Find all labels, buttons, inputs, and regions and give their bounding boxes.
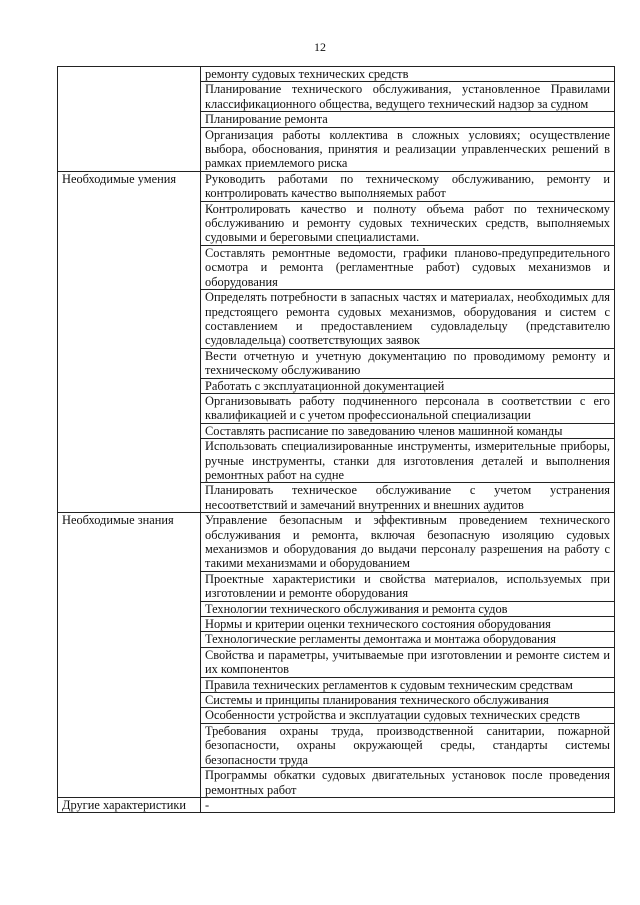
section-item: Нормы и критерии оценки технического состояния оборудования — [201, 617, 615, 632]
section-item: Составлять ремонтные ведомости, графики планово-предупредительного осмотра и ремонта (регламентные работ) судовых механизмов и оборудования — [201, 245, 615, 289]
section-item: Руководить работами по техническому обслуживанию, ремонту и контролировать качество выполняемых работ — [201, 171, 615, 201]
section-item: Организовывать работу подчиненного персонала в соответствии с его квалификацией и с учетом профессиональной специализации — [201, 393, 615, 423]
section-item: Контролировать качество и полноту объема работ по техническому обслуживанию и ремонту судовых технических средств, выполняемых судовыми и береговыми специалистами. — [201, 201, 615, 245]
table-row — [58, 67, 615, 82]
section-item: Вести отчетную и учетную документацию по проводимому ремонту и техническому обслуживанию — [201, 348, 615, 378]
table-row — [58, 797, 615, 812]
section-item: Планирование технического обслуживания, установленное Правилами классификационного общества, ведущего технический надзор за судном — [201, 82, 615, 112]
section-item: Правила технических регламентов к судовым техническим средствам — [201, 677, 615, 692]
section-label: Необходимые умения — [58, 171, 201, 512]
section-item: Использовать специализированные инструменты, измерительные приборы, ручные инструменты, станки для изготовления деталей и выполнения ремонтных работ на судне — [201, 439, 615, 483]
section-item: Технологические регламенты демонтажа и монтажа оборудования — [201, 632, 615, 647]
section-item: ремонту судовых технических средств — [201, 67, 615, 82]
table-row — [58, 513, 615, 572]
section-item: Управление безопасным и эффективным проведением технического обслуживания и ремонта, включая безопасную изоляцию судовых механизмов и оборудования до выдачи персоналу разрешения на работу с такими механизмами и оборудованием — [201, 513, 615, 572]
qualification-table — [57, 66, 615, 813]
section-label: Необходимые знания — [58, 513, 201, 798]
section-item: Проектные характеристики и свойства материалов, используемых при изготовлении и ремонте оборудования — [201, 571, 615, 601]
section-label: Другие характеристики — [58, 797, 201, 812]
section-item: Составлять расписание по заведованию членов машинной команды — [201, 423, 615, 438]
section-item: Определять потребности в запасных частях и материалах, необходимых для предстоящего ремонта судовых механизмов, оборудования и систем с составлением и предоставлением судовладельцу (представителю судовладельца) соответствующих заявок — [201, 290, 615, 349]
section-item: Работать с эксплуатационной документацией — [201, 378, 615, 393]
table-row — [58, 171, 615, 201]
section-item: Особенности устройства и эксплуатации судовых технических средств — [201, 708, 615, 723]
section-item: Технологии технического обслуживания и ремонта судов — [201, 601, 615, 616]
page-number: 12 — [314, 40, 326, 54]
section-item: Организация работы коллектива в сложных условиях; осуществление выбора, обоснования, принятия и реализации управленческих решений в рамках приемлемого риска — [201, 127, 615, 171]
section-item: Системы и принципы планирования технического обслуживания — [201, 693, 615, 708]
qualification-table-body — [58, 67, 615, 813]
section-item: Программы обкатки судовых двигательных установок после проведения ремонтных работ — [201, 768, 615, 798]
section-item: Планирование ремонта — [201, 112, 615, 127]
section-item: - — [201, 797, 615, 812]
section-item: Требования охраны труда, производственной санитарии, пожарной безопасности, охраны окружающей среды, стандарты системы безопасности труда — [201, 723, 615, 767]
section-item: Планировать техническое обслуживание с учетом устранения несоответствий и замечаний внутренних и внешних аудитов — [201, 483, 615, 513]
section-item: Свойства и параметры, учитываемые при изготовлении и ремонте систем и их компонентов — [201, 647, 615, 677]
section-label — [58, 67, 201, 172]
